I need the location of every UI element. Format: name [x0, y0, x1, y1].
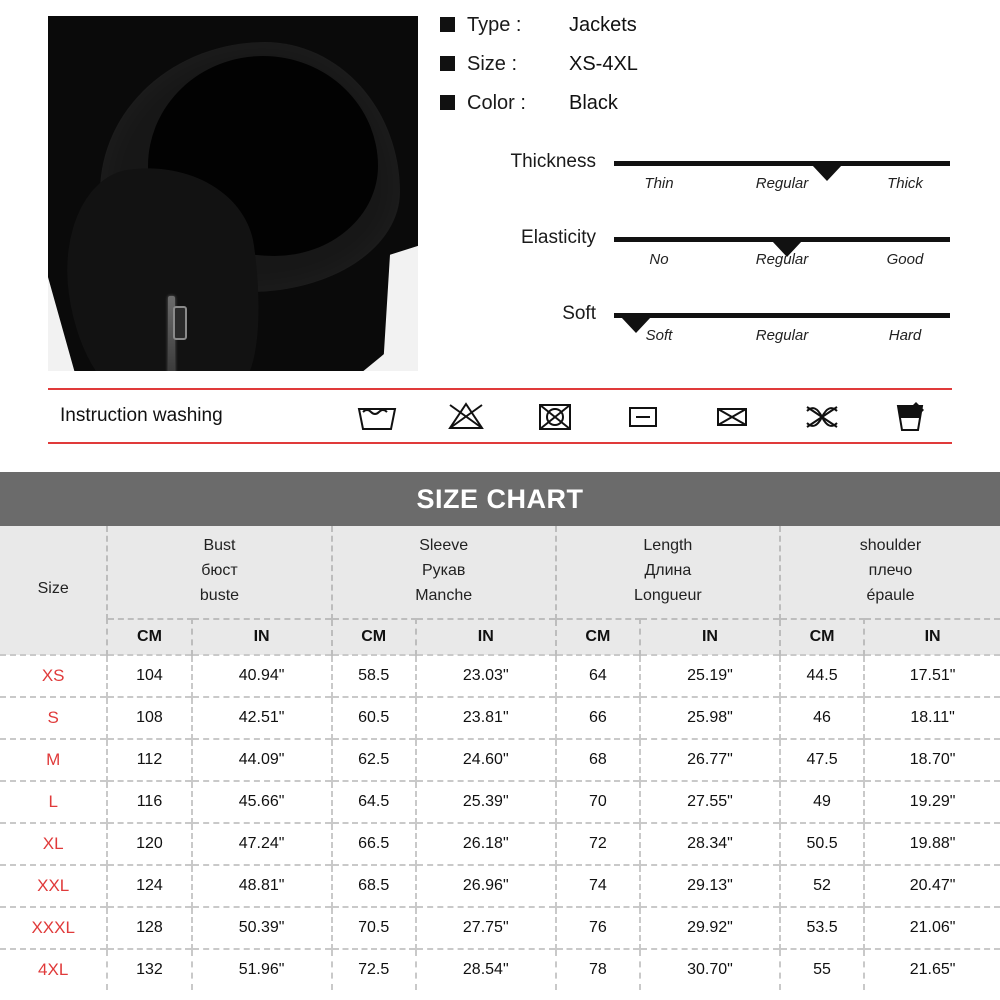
header-length-en: Length	[643, 537, 693, 554]
top-section	[0, 0, 1000, 378]
square-bullet-icon	[440, 95, 455, 110]
cell-bust-cm: 120	[107, 823, 191, 865]
cell-bust-cm: 116	[107, 781, 191, 823]
cell-sleeve-cm: 66.5	[332, 823, 416, 865]
scale-label-elasticity: Elasticity	[521, 227, 596, 248]
spec-label-size: Size :	[467, 53, 518, 75]
cell-sleeve-in: 23.03"	[416, 655, 556, 697]
cell-length-in: 25.98"	[640, 697, 780, 739]
cell-sleeve-in: 26.96"	[416, 865, 556, 907]
header-bust-ru: бюст	[201, 561, 238, 579]
scale-tick-good: Good	[886, 251, 924, 268]
cell-length-in: 26.77"	[640, 739, 780, 781]
spec-label-type: Type :	[467, 14, 522, 36]
cell-length-cm: 76	[556, 907, 640, 949]
header-group-bust	[107, 526, 331, 619]
row-size: L	[0, 781, 107, 823]
cell-sleeve-cm: 72.5	[332, 949, 416, 990]
cell-shoulder-in: 18.11"	[864, 697, 1000, 739]
cell-length-in: 30.70"	[640, 949, 780, 990]
cell-shoulder-cm: 44.5	[780, 655, 864, 697]
scale-ticks-thickness	[604, 175, 960, 192]
cell-length-cm: 70	[556, 781, 640, 823]
cell-shoulder-cm: 46	[780, 697, 864, 739]
dry-flat-icon	[890, 398, 930, 434]
cell-sleeve-cm: 58.5	[332, 655, 416, 697]
scale-tick-regular: Regular	[755, 175, 809, 192]
header-size: Size	[0, 526, 107, 655]
cell-sleeve-in: 28.54"	[416, 949, 556, 990]
scale-soft	[446, 293, 960, 369]
do-not-tumble-dry-icon	[533, 399, 577, 433]
table-body	[0, 655, 1000, 990]
cell-sleeve-in: 25.39"	[416, 781, 556, 823]
specs-panel	[420, 8, 1000, 378]
scale-tick-no: No	[649, 251, 669, 268]
cell-bust-cm: 112	[107, 739, 191, 781]
washing-instructions-bar	[48, 388, 952, 444]
hand-wash-icon	[355, 399, 399, 433]
cell-length-in: 28.34"	[640, 823, 780, 865]
spec-row-size	[440, 53, 960, 76]
scale-thickness	[446, 141, 960, 217]
row-size: XXL	[0, 865, 107, 907]
unit-bust-cm: CM	[107, 619, 191, 655]
scale-tick-soft: Soft	[645, 327, 673, 344]
cell-length-in: 29.92"	[640, 907, 780, 949]
header-bust-en: Bust	[203, 537, 236, 554]
row-size: XS	[0, 655, 107, 697]
scale-tick-thick: Thick	[887, 175, 923, 192]
scale-label-thickness: Thickness	[510, 151, 596, 172]
cell-sleeve-in: 27.75"	[416, 907, 556, 949]
do-not-bleach-icon	[444, 399, 488, 433]
header-sleeve-en: Sleeve	[419, 537, 469, 554]
cell-sleeve-cm: 60.5	[332, 697, 416, 739]
cell-shoulder-cm: 50.5	[780, 823, 864, 865]
cell-shoulder-in: 17.51"	[864, 655, 1000, 697]
cell-sleeve-in: 23.81"	[416, 697, 556, 739]
table-row	[0, 907, 1000, 949]
unit-sleeve-in: IN	[416, 619, 556, 655]
cell-shoulder-in: 21.06"	[864, 907, 1000, 949]
cell-sleeve-in: 26.18"	[416, 823, 556, 865]
scale-ticks-elasticity	[604, 251, 960, 268]
cell-bust-cm: 104	[107, 655, 191, 697]
scale-tick-hard: Hard	[888, 327, 922, 344]
cell-length-cm: 66	[556, 697, 640, 739]
cell-bust-in: 40.94"	[192, 655, 332, 697]
do-not-dry-clean-icon	[710, 399, 754, 433]
scale-track-thickness	[614, 161, 950, 166]
cell-shoulder-cm: 47.5	[780, 739, 864, 781]
scale-track-elasticity	[614, 237, 950, 242]
row-size: 4XL	[0, 949, 107, 990]
cell-length-in: 25.19"	[640, 655, 780, 697]
row-size: XL	[0, 823, 107, 865]
spec-row-color	[440, 92, 960, 115]
scale-ticks-soft	[604, 327, 960, 344]
cell-sleeve-cm: 64.5	[332, 781, 416, 823]
cell-bust-in: 45.66"	[192, 781, 332, 823]
size-chart-section	[0, 472, 1000, 990]
spec-row-type	[440, 14, 960, 37]
row-size: M	[0, 739, 107, 781]
header-group-shoulder	[780, 526, 1000, 619]
cell-length-in: 29.13"	[640, 865, 780, 907]
cell-sleeve-cm: 68.5	[332, 865, 416, 907]
scale-tick-regular: Regular	[755, 251, 809, 268]
cell-sleeve-in: 24.60"	[416, 739, 556, 781]
cell-length-cm: 74	[556, 865, 640, 907]
attribute-scales	[440, 141, 960, 369]
table-row	[0, 697, 1000, 739]
product-photo-wrap	[0, 8, 420, 378]
cell-bust-in: 44.09"	[192, 739, 332, 781]
spec-value-color: Black	[569, 92, 618, 114]
cell-shoulder-cm: 55	[780, 949, 864, 990]
cell-shoulder-cm: 53.5	[780, 907, 864, 949]
unit-shoulder-in: IN	[864, 619, 1000, 655]
cell-shoulder-in: 19.29"	[864, 781, 1000, 823]
cell-sleeve-cm: 62.5	[332, 739, 416, 781]
cell-bust-in: 50.39"	[192, 907, 332, 949]
header-sleeve-fr: Manche	[415, 586, 473, 604]
washing-icons	[333, 398, 952, 434]
unit-bust-in: IN	[192, 619, 332, 655]
table-row	[0, 865, 1000, 907]
size-chart-title: SIZE CHART	[0, 472, 1000, 526]
cell-shoulder-cm: 52	[780, 865, 864, 907]
header-shoulder-en: shoulder	[859, 537, 922, 554]
size-chart-table	[0, 526, 1000, 990]
cell-length-cm: 68	[556, 739, 640, 781]
cell-shoulder-cm: 49	[780, 781, 864, 823]
cell-sleeve-cm: 70.5	[332, 907, 416, 949]
unit-shoulder-cm: CM	[780, 619, 864, 655]
scale-elasticity	[446, 217, 960, 293]
cell-bust-cm: 132	[107, 949, 191, 990]
cell-bust-in: 42.51"	[192, 697, 332, 739]
scale-tick-regular: Regular	[755, 327, 809, 344]
spec-label-color: Color :	[467, 92, 526, 114]
table-row	[0, 949, 1000, 990]
product-photo	[48, 16, 418, 371]
row-size: XXXL	[0, 907, 107, 949]
header-group-sleeve	[332, 526, 556, 619]
square-bullet-icon	[440, 17, 455, 32]
cell-bust-in: 51.96"	[192, 949, 332, 990]
square-bullet-icon	[440, 56, 455, 71]
header-shoulder-ru: плечо	[868, 561, 913, 579]
cell-bust-cm: 108	[107, 697, 191, 739]
header-shoulder-fr: épaule	[866, 586, 915, 604]
cell-length-cm: 72	[556, 823, 640, 865]
header-length-ru: Длина	[644, 561, 692, 579]
cell-bust-in: 48.81"	[192, 865, 332, 907]
header-group-length	[556, 526, 780, 619]
header-sleeve-ru: Рукав	[421, 561, 466, 579]
header-length-fr: Longueur	[634, 586, 702, 604]
table-row	[0, 655, 1000, 697]
cell-bust-in: 47.24"	[192, 823, 332, 865]
cell-length-in: 27.55"	[640, 781, 780, 823]
washing-instructions-title: Instruction washing	[60, 405, 223, 426]
table-row	[0, 781, 1000, 823]
cell-shoulder-in: 20.47"	[864, 865, 1000, 907]
cell-shoulder-in: 21.65"	[864, 949, 1000, 990]
cell-shoulder-in: 18.70"	[864, 739, 1000, 781]
header-bust-fr: buste	[199, 586, 240, 604]
table-row	[0, 823, 1000, 865]
cell-bust-cm: 128	[107, 907, 191, 949]
unit-length-cm: CM	[556, 619, 640, 655]
row-size: S	[0, 697, 107, 739]
scale-tick-thin: Thin	[644, 175, 674, 192]
scale-track-soft	[614, 313, 950, 318]
unit-sleeve-cm: CM	[332, 619, 416, 655]
cell-shoulder-in: 19.88"	[864, 823, 1000, 865]
cell-length-cm: 64	[556, 655, 640, 697]
do-not-wring-icon	[799, 399, 845, 433]
spec-value-size: XS-4XL	[569, 53, 638, 75]
table-row	[0, 739, 1000, 781]
iron-low-heat-icon	[621, 399, 665, 433]
spec-value-type: Jackets	[569, 14, 637, 36]
table-header-units	[0, 619, 1000, 655]
cell-bust-cm: 124	[107, 865, 191, 907]
table-header-groups	[0, 526, 1000, 619]
cell-length-cm: 78	[556, 949, 640, 990]
zipper-pull-icon	[173, 306, 187, 340]
scale-label-soft: Soft	[562, 303, 596, 324]
unit-length-in: IN	[640, 619, 780, 655]
